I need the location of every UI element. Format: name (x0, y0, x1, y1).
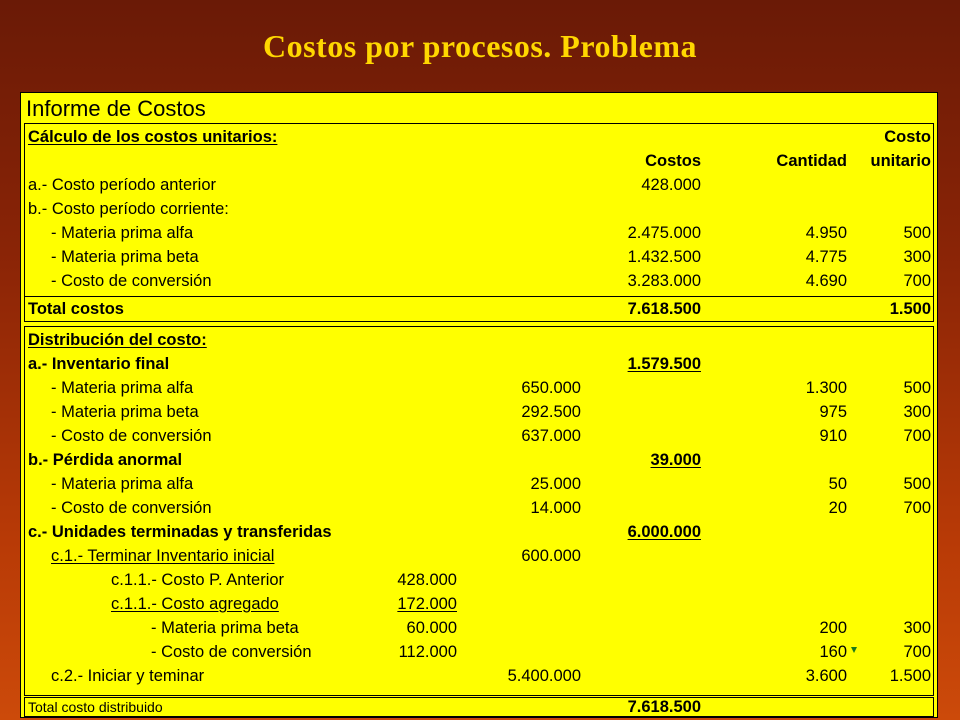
row-label: - Costo de conversión (51, 499, 212, 517)
terminadas-label: c.- Unidades terminadas y transferidas (28, 523, 332, 541)
row-unitario: 500 (903, 224, 931, 242)
grand-total-section (24, 697, 934, 717)
row-unitario: 700 (903, 643, 931, 661)
col-header-costos: Costos (645, 152, 701, 170)
row-cantidad: 50 (828, 475, 847, 493)
row-cantidad: 20 (828, 499, 847, 517)
row-unitario: 300 (903, 248, 931, 266)
row-amount: 60.000 (406, 619, 457, 637)
grand-total-label: Total costo distribuido (28, 699, 163, 715)
row-cantidad: 160 (819, 643, 847, 661)
row-unitario: 300 (903, 403, 931, 421)
row-label: - Costo de conversión (51, 427, 212, 445)
unit-cost-heading: Cálculo de los costos unitarios: (28, 128, 278, 146)
row-unitario: 500 (903, 475, 931, 493)
slide-title: Costos por procesos. Problema (262, 28, 698, 64)
total-costos-value: 7.618.500 (627, 300, 701, 318)
divider (25, 296, 933, 297)
c1-label: c.1.- Terminar Inventario inicial (51, 547, 275, 565)
unit-cost-section (24, 123, 934, 322)
c11a-amount: 428.000 (397, 571, 457, 589)
report-title: Informe de Costos (26, 96, 206, 121)
row-amount: 25.000 (530, 475, 581, 493)
c11b-label: c.1.1.- Costo agregado (111, 595, 279, 613)
row-cantidad: 1.300 (805, 379, 847, 397)
row-label: - Materia prima beta (151, 619, 299, 637)
row-unitario: 700 (903, 427, 931, 445)
c2-label: c.2.- Iniciar y teminar (51, 667, 205, 685)
row-costos: 1.432.500 (627, 248, 701, 266)
total-costos-label: Total costos (28, 300, 124, 318)
row-cantidad: 975 (819, 403, 847, 421)
row-label: - Materia prima beta (51, 248, 199, 266)
row-unitario: 700 (903, 272, 931, 290)
row-unitario: 300 (903, 619, 931, 637)
c1-amount: 600.000 (521, 547, 581, 565)
row-amount: 650.000 (521, 379, 581, 397)
c11a-label: c.1.1.- Costo P. Anterior (111, 571, 285, 589)
row-label: - Materia prima alfa (51, 224, 194, 242)
row-amount: 292.500 (521, 403, 581, 421)
row-cantidad: 4.775 (805, 248, 847, 266)
terminadas-total: 6.000.000 (627, 523, 701, 541)
row-label: - Materia prima beta (51, 403, 199, 421)
inv-final-label: a.- Inventario final (28, 355, 170, 373)
c2-amount: 5.400.000 (507, 667, 581, 685)
inv-final-total: 1.579.500 (627, 355, 701, 373)
row-label: - Materia prima alfa (51, 379, 194, 397)
row-label: a.- Costo período anterior (28, 176, 217, 194)
col-header-unitario: unitario (870, 152, 931, 170)
c2-unitario: 1.500 (889, 667, 931, 685)
c11b-amount: 172.000 (397, 595, 457, 613)
total-unitario-value: 1.500 (889, 300, 931, 318)
cost-report-sheet (20, 92, 938, 718)
distribution-section (24, 326, 934, 696)
row-cantidad: 200 (819, 619, 847, 637)
perdida-label: b.- Pérdida anormal (28, 451, 183, 469)
cell-comment-marker-icon (851, 647, 857, 653)
col-header-costo: Costo (884, 128, 931, 146)
row-costos: 3.283.000 (627, 272, 701, 290)
grand-total-value: 7.618.500 (627, 698, 701, 716)
row-cantidad: 4.950 (805, 224, 847, 242)
c2-cantidad: 3.600 (805, 667, 847, 685)
row-costos: 2.475.000 (627, 224, 701, 242)
distribution-heading: Distribución del costo: (28, 331, 207, 349)
row-label: b.- Costo período corriente: (28, 200, 229, 218)
row-costos: 428.000 (641, 176, 701, 194)
row-amount: 637.000 (521, 427, 581, 445)
row-unitario: 500 (903, 379, 931, 397)
row-cantidad: 4.690 (805, 272, 847, 290)
perdida-total: 39.000 (650, 451, 701, 469)
col-header-cantidad: Cantidad (776, 152, 847, 170)
row-label: - Materia prima alfa (51, 475, 194, 493)
row-label: - Costo de conversión (51, 272, 212, 290)
row-label: - Costo de conversión (151, 643, 312, 661)
row-amount: 14.000 (530, 499, 581, 517)
row-cantidad: 910 (819, 427, 847, 445)
row-amount: 112.000 (398, 643, 457, 661)
row-unitario: 700 (903, 499, 931, 517)
